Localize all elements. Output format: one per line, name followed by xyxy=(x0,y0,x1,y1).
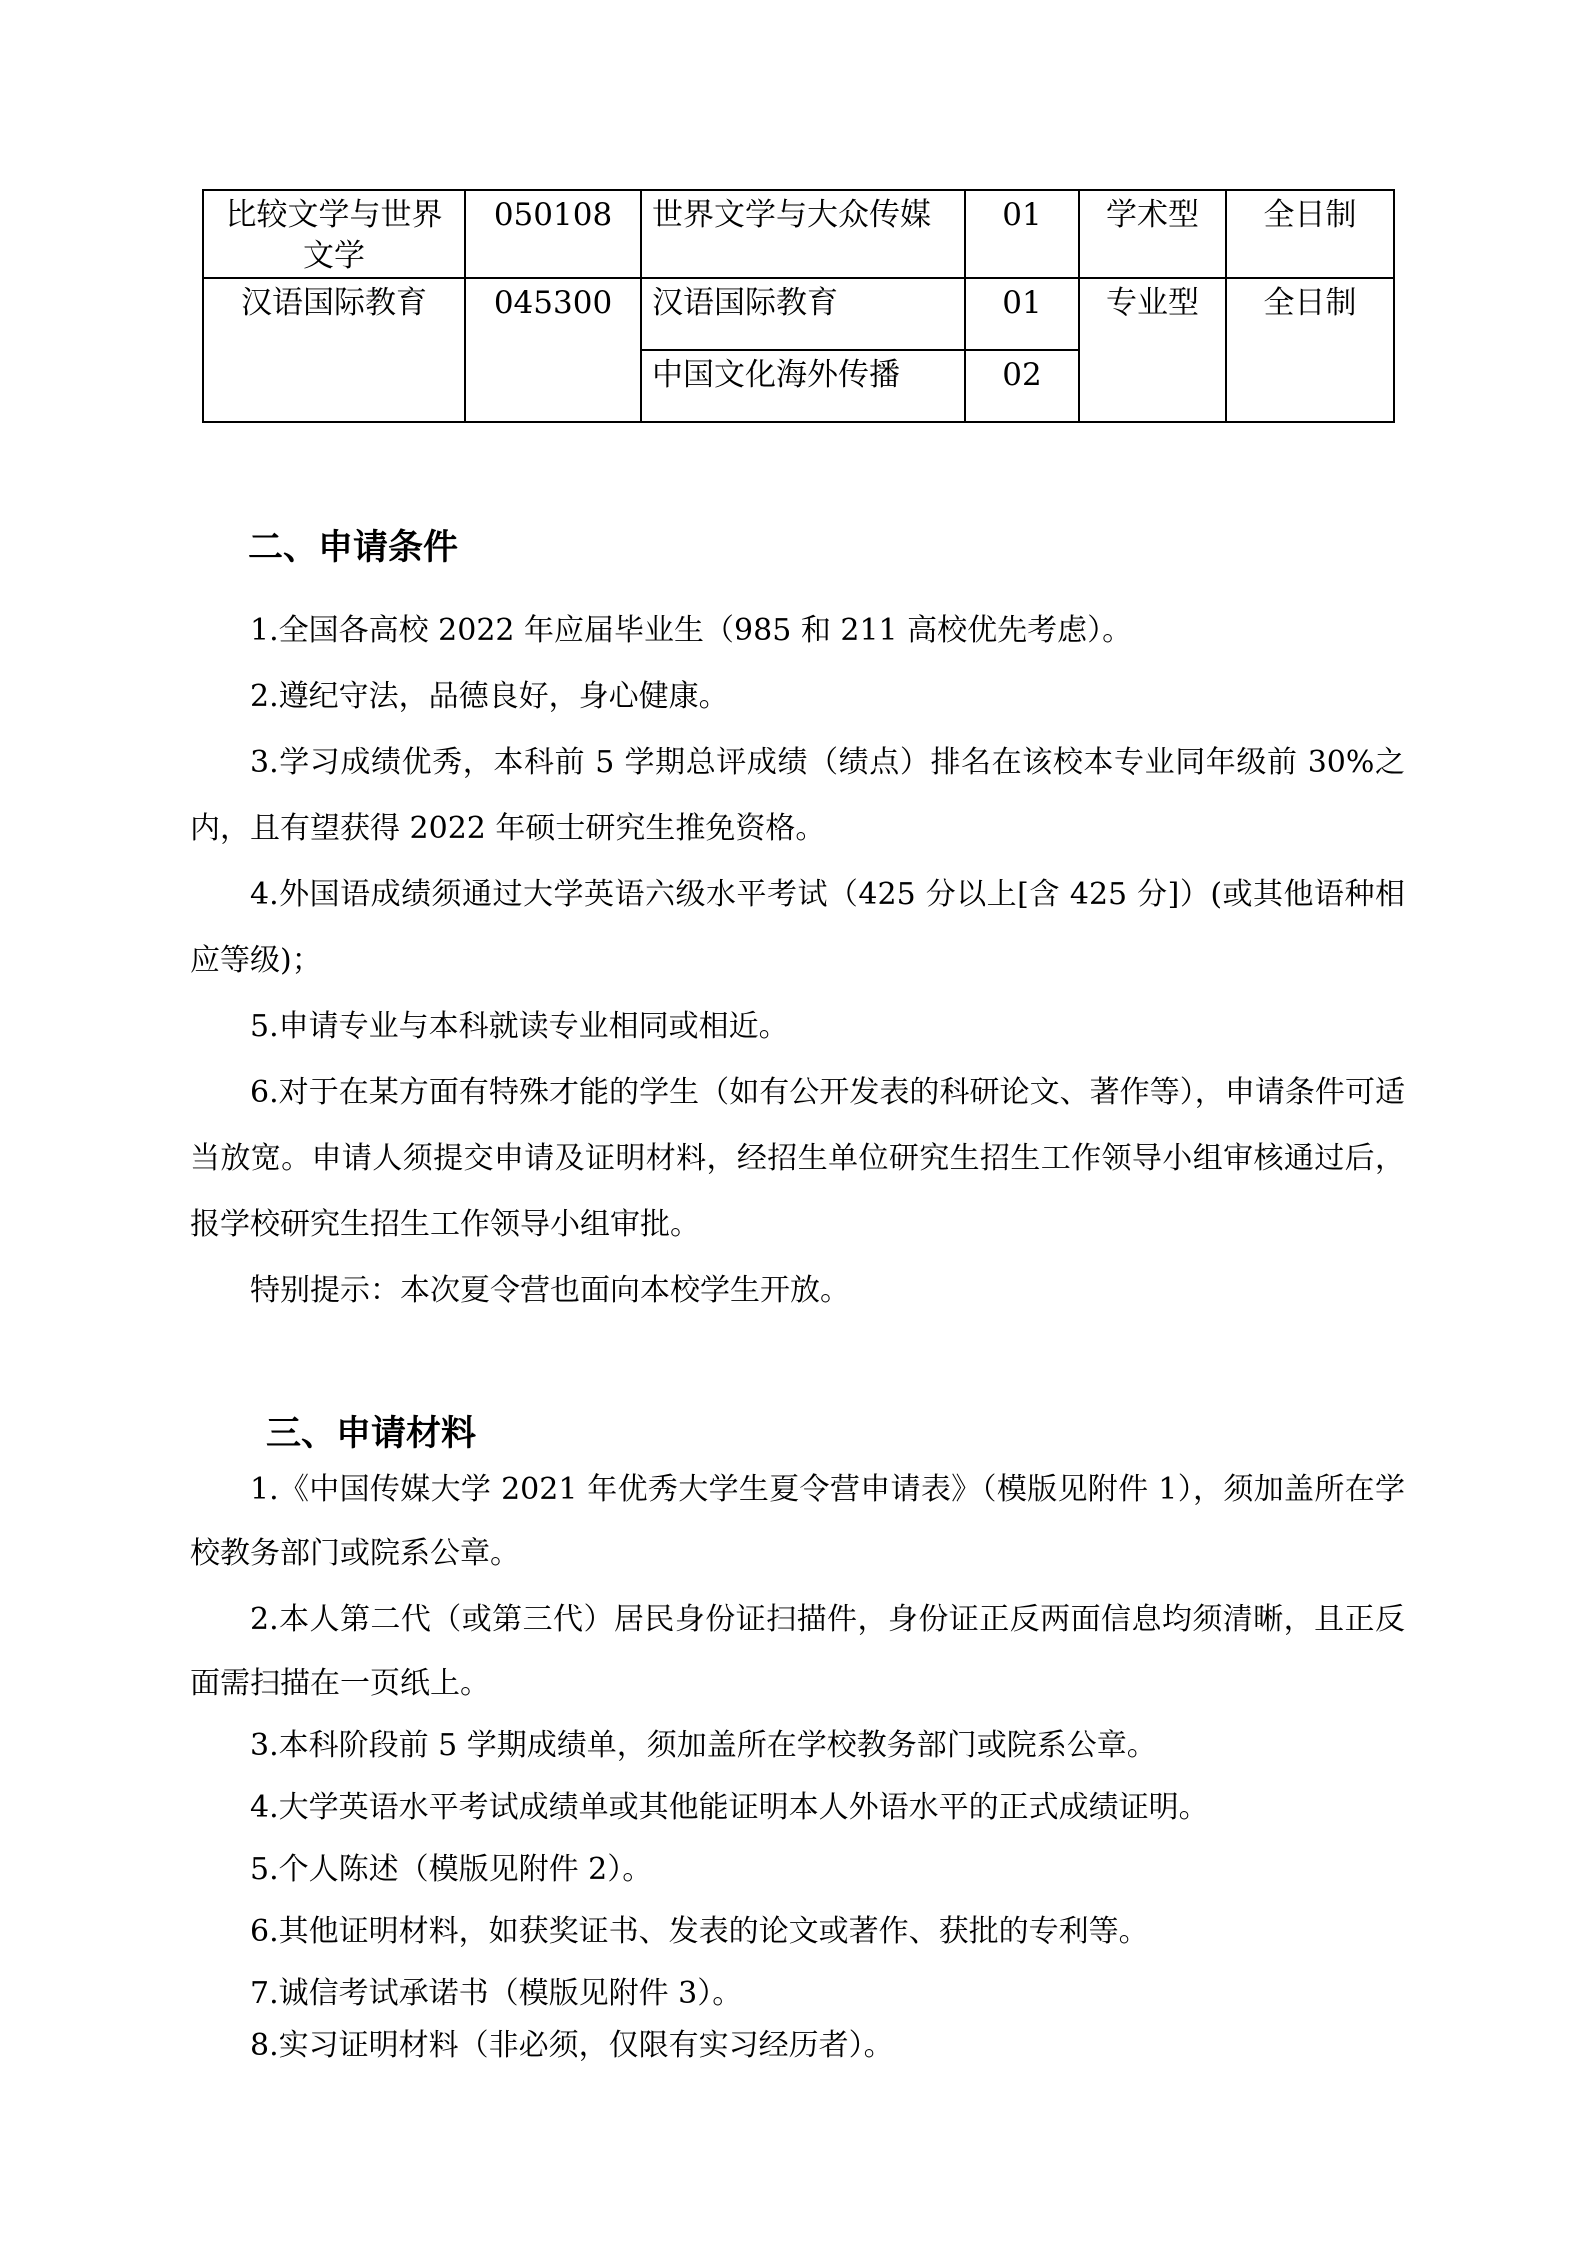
table-row xyxy=(203,190,1394,278)
study-mode-cell: 全日制 xyxy=(1226,190,1394,278)
direction-name-cell: 中国文化海外传播 xyxy=(641,350,965,422)
condition-item-1: 1.全国各高校 2022 年应届毕业生（985 和 211 高校优先考虑）。 xyxy=(250,613,1133,648)
material-item-3: 3.本科阶段前 5 学期成绩单，须加盖所在学校教务部门或院系公章。 xyxy=(250,1728,1157,1763)
section-heading-materials: 三、申请材料 xyxy=(266,1414,477,1454)
material-item-7: 7.诚信考试承诺书（模版见附件 3）。 xyxy=(250,1976,743,2011)
condition-item-2: 2.遵纪守法，品德良好，身心健康。 xyxy=(250,679,729,714)
material-item-2: 2.本人第二代（或第三代）居民身份证扫描件，身份证正反两面信息均须清晰，且正反面需扫描在一页纸上。 xyxy=(190,1602,1405,1701)
major-name-cell: 比较文学与世界文学 xyxy=(203,190,465,278)
degree-type-cell: 学术型 xyxy=(1079,190,1226,278)
material-item-6: 6.其他证明材料，如获奖证书、发表的论文或著作、获批的专利等。 xyxy=(250,1914,1149,1949)
condition-item-6: 6.对于在某方面有特殊才能的学生（如有公开发表的科研论文、著作等），申请条件可适当放宽。申请人须提交申请及证明材料，经招生单位研究生招生工作领导小组审核通过后，报学校研究生招生工作领导小组审批。 xyxy=(190,1075,1405,1242)
material-item-8: 8.实习证明材料（非必须，仅限有实习经历者）。 xyxy=(250,2028,894,2063)
study-mode-cell: 全日制 xyxy=(1226,278,1394,422)
programs-table xyxy=(202,189,1395,423)
major-code-cell: 045300 xyxy=(465,278,641,422)
direction-number-cell: 01 xyxy=(965,190,1079,278)
section-heading-conditions: 二、申请条件 xyxy=(248,528,459,568)
direction-number-cell: 01 xyxy=(965,278,1079,350)
direction-number-cell: 02 xyxy=(965,350,1079,422)
material-item-1: 1.《中国传媒大学 2021 年优秀大学生夏令营申请表》（模版见附件 1），须加盖所在学校教务部门或院系公章。 xyxy=(190,1472,1405,1571)
major-code-cell: 050108 xyxy=(465,190,641,278)
table-row xyxy=(203,278,1394,350)
condition-item-5: 5.申请专业与本科就读专业相同或相近。 xyxy=(250,1009,789,1044)
condition-item-3: 3.学习成绩优秀，本科前 5 学期总评成绩（绩点）排名在该校本专业同年级前 30%之内，且有望获得 2022 年硕士研究生推免资格。 xyxy=(190,745,1405,846)
direction-name-cell: 世界文学与大众传媒 xyxy=(641,190,965,278)
condition-item-4: 4.外国语成绩须通过大学英语六级水平考试（425 分以上[含 425 分]）(或其他语种相应等级)； xyxy=(190,877,1405,978)
direction-name-cell: 汉语国际教育 xyxy=(641,278,965,350)
major-name-cell: 汉语国际教育 xyxy=(203,278,465,422)
special-notice: 特别提示：本次夏令营也面向本校学生开放。 xyxy=(250,1273,850,1308)
degree-type-cell: 专业型 xyxy=(1079,278,1226,422)
material-item-4: 4.大学英语水平考试成绩单或其他能证明本人外语水平的正式成绩证明。 xyxy=(250,1790,1209,1825)
material-item-5: 5.个人陈述（模版见附件 2）。 xyxy=(250,1852,653,1887)
